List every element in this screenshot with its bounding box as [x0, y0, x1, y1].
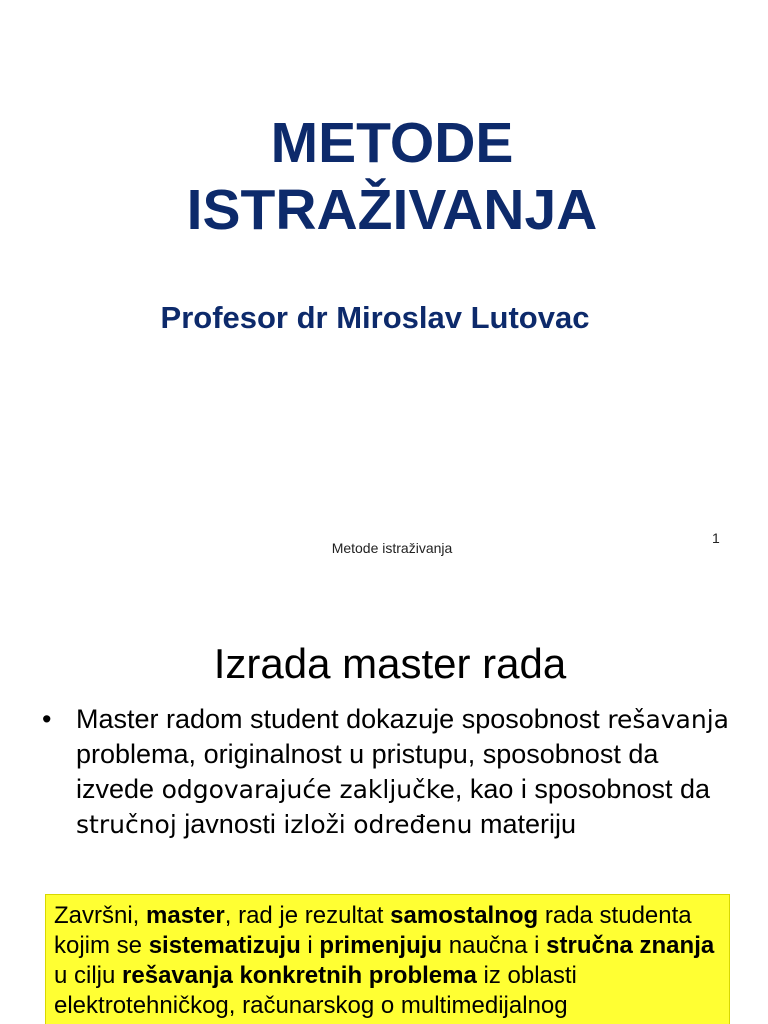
slide-2 — [0, 576, 768, 1024]
box-bold-run: stručna znanja — [546, 932, 715, 959]
box-text-run: i — [300, 932, 320, 959]
bullet-marker: • — [42, 704, 52, 734]
bullet-text-run: , kao i sposobnost da — [454, 774, 711, 804]
box-text-run: , rad je rezultat — [224, 902, 391, 929]
bullet-keyword: odgovarajuće zaključke — [161, 775, 455, 804]
bullet-keyword: rešavanja — [607, 705, 729, 734]
bullet-text-run: materiju — [472, 809, 576, 839]
highlight-box — [45, 894, 730, 1024]
box-text-run: rada studenta kojim se — [54, 902, 692, 959]
bullet-keyword: izloži — [283, 810, 346, 839]
box-bold-run: samostalnog — [390, 902, 539, 929]
box-bold-run: rešavanja konkretnih problema — [122, 962, 477, 989]
box-bold-run: sistematizuju — [148, 932, 301, 959]
slide-2-title: Izrada master rada — [213, 640, 567, 687]
box-text-run: u cilju — [54, 962, 123, 989]
box-text-run: iz oblasti elektrotehničkog, računarskog o multimedijalnog — [54, 962, 577, 1019]
slide-1-title-line-1: METODE — [270, 111, 514, 175]
slide-1-title-line-2: ISTRAŽIVANJA — [186, 178, 598, 242]
box-text-run: naučna i — [442, 932, 547, 959]
bullet-text-run: javnosti — [176, 809, 284, 839]
box-text-run: Završni, — [54, 902, 147, 929]
bullet-keyword: određenu — [353, 810, 473, 839]
bullet-text-run: Master radom student dokazuje sposobnost — [76, 704, 608, 734]
slide-1-subtitle: Profesor dr Miroslav Lutovac — [160, 300, 590, 335]
box-bold-run: primenjuju — [319, 932, 443, 959]
slide-1-footer: Metode istraživanja — [331, 540, 453, 556]
bullet-text-run: problema, originalnost u pristupu, sposobnost da izvede — [76, 739, 659, 804]
slide-1-title — [0, 110, 768, 244]
box-bold-run: master — [146, 902, 225, 929]
bullet-keyword: stručnoj — [76, 810, 177, 839]
slide-1-page-number: 1 — [712, 530, 720, 546]
bullet-item — [42, 702, 742, 842]
bullet-text — [76, 702, 742, 842]
